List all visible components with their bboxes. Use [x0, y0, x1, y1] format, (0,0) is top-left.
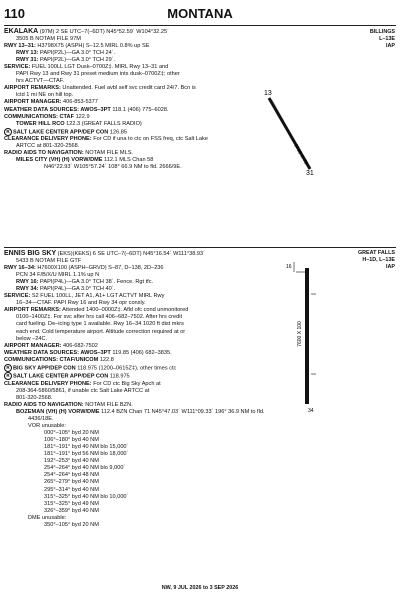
ekalaka-ref-iap: IAP	[386, 43, 395, 49]
ekalaka-line-label: WEATHER DATA SOURCES: AWOS–3PT	[4, 106, 111, 113]
ennis-line-label: RADIO AIDS TO NAVIGATION:	[4, 401, 84, 408]
ekalaka-line	[4, 128, 266, 137]
ennis-line	[4, 272, 266, 279]
ekalaka-line-label: RWY 13–31:	[4, 43, 36, 50]
ennis-line	[4, 423, 266, 430]
ennis-line	[4, 416, 266, 423]
ekalaka-line-label: RWY 13:	[16, 50, 39, 57]
ekalaka-line-label: CLEARANCE DELIVERY PHONE:	[4, 136, 92, 143]
ekalaka-line-text: PAPI Rwy 13 and Rwy 31 preset medium ints dusk–0700Z‡; other	[16, 71, 180, 78]
ennis-line-text: 315°–325° byd 40 NM blo 10,000´	[44, 493, 129, 500]
ennis-line-text: 192°–253° byd 40 NM	[44, 458, 99, 465]
ekalaka-line-label: MILES CITY (VH) (H) VORW/DME	[16, 157, 103, 164]
ennis-line	[4, 357, 266, 364]
ekalaka-line	[4, 107, 266, 114]
ennis-line-label: SALT LAKE CENTER APP/DEP CON	[13, 373, 109, 380]
ennis-line-text: VOR unusable:	[28, 423, 66, 430]
ekalaka-line-text: lctd 1 mi NE on hill top.	[16, 92, 74, 99]
ekalaka-line-text: 3505 B NOTAM FILE 97M	[16, 36, 81, 43]
ennis-line-text: 122.8	[98, 356, 114, 363]
ekalaka-line-label: AIRPORT REMARKS:	[4, 85, 61, 92]
ennis-line-label: RWY 34:	[16, 286, 39, 293]
ekalaka-line	[4, 157, 266, 164]
ekalaka-line	[4, 114, 266, 121]
ekalaka-line-text: ARTCC at 801-320-2568.	[16, 143, 80, 150]
ekalaka-rwy-dimensions: 3798 X 75	[292, 143, 309, 166]
ennis-line-label: RWY 16–34:	[4, 265, 36, 272]
ennis-line-text: 326°–359° byd 40 NM	[44, 507, 99, 514]
ekalaka-line-text: For CD if una to ctc on FSS freq, ctc Salt Lake	[91, 136, 208, 143]
ennis-line-text: 112.4 BZN Chan 71 N45°47.03´ W111°09.33´ 196° 36.9 NM to fld.	[99, 409, 265, 415]
ekalaka-line	[4, 28, 266, 36]
ennis-line	[4, 487, 266, 494]
ennis-line-label: AIRPORT REMARKS:	[4, 307, 61, 314]
ennis-line	[4, 472, 266, 479]
ennis-line-label: BOZEMAN (VH) (H) VORW/DME	[16, 409, 100, 415]
ekalaka-line-label: EKALAKA	[4, 28, 39, 35]
ekalaka-line-label: COMMUNICATIONS: CTAF	[4, 113, 75, 120]
ennis-line-text: (EKS)(KEKS) 6 SE UTC–7(–6DT) N45°16.54´ W111°38.93´	[56, 251, 205, 257]
ekalaka-line-text: 122.9	[74, 113, 90, 120]
ennis-line	[4, 409, 266, 416]
ennis-line	[4, 402, 266, 409]
ekalaka-line-text: Unattended. Fuel avbl self svc credit card 24/7. Bcn is	[60, 85, 196, 92]
ennis-line	[4, 321, 266, 328]
ennis-ref-chart: H–1D, L–13E	[362, 257, 395, 263]
ennis-line-text: PAPI(P4L)—GA 3.0° TCH 38´. Fence. Rgt tfc.	[38, 279, 154, 286]
ennis-line	[4, 479, 266, 486]
ennis-line	[4, 364, 266, 373]
ekalaka-line-text: 122.3 (GREAT FALLS RADIO)	[64, 120, 142, 127]
ekalaka-line-text: H3798X75 (ASPH) S–12.5 MIRL 0.8% up SE	[35, 43, 150, 50]
ennis-line-text: 4436/18E.	[28, 416, 54, 423]
ekalaka-line-text: 406-853-5377	[61, 99, 98, 106]
ennis-line-text: 254°–264° byd 40 NM blo 9,000´	[44, 465, 126, 472]
ekalaka-line	[4, 136, 266, 143]
ennis-line-text: 16–34—CTAF. PAPI Rwy 16 and Rwy 34 opr consly.	[16, 300, 146, 307]
ekalaka-line	[4, 92, 266, 99]
ennis-line-text: 118.975 (1200–0615Z‡), other times ctc	[75, 365, 177, 372]
radar-icon: R	[4, 128, 12, 136]
ekalaka-line	[4, 64, 266, 71]
ennis-line-text: PCN 34 F/B/X/U MIRL 1.1% up N	[16, 272, 100, 279]
ennis-line-label: COMMUNICATIONS: CTAF/UNICOM	[4, 356, 99, 363]
ennis-line-text: 119.85 (406) 682–3835.	[110, 349, 172, 356]
ekalaka-line-text: N46°22.93´ W105°57.24´ 108° 66.9 NM to fld. 2666/9E.	[44, 164, 182, 171]
ennis-line	[4, 465, 266, 472]
ennis-line-text: 350°–105° byd 20 NM	[44, 521, 99, 528]
ekalaka-line	[4, 164, 266, 171]
ennis-line	[4, 314, 266, 321]
header-divider	[4, 25, 396, 26]
state-title: MONTANA	[167, 6, 233, 21]
ekalaka-line-label: SERVICE:	[4, 64, 31, 71]
ennis-line-label: RWY 16:	[16, 279, 39, 286]
ennis-line-text: 406-682-7502	[61, 342, 98, 349]
ennis-entry	[4, 250, 266, 529]
ennis-line-text: 118.975	[108, 373, 130, 380]
ennis-line-text: 000°–105° byd 20 NM	[44, 430, 99, 437]
ennis-line	[4, 515, 266, 522]
ekalaka-line	[4, 121, 266, 128]
ennis-line	[4, 336, 266, 343]
ekalaka-line	[4, 57, 266, 64]
ennis-line-text: 181°–191° byd 56 NM blo 18,000´	[44, 451, 129, 458]
ennis-line	[4, 258, 266, 265]
ekalaka-line-text: 112.1 MLS Chan 58	[102, 157, 154, 164]
ekalaka-line	[4, 150, 266, 157]
ennis-rwy-end-34: 34	[308, 408, 314, 414]
ekalaka-line-label: TOWER HILL RCO	[16, 120, 65, 127]
ekalaka-line-text: (97M) 2 SE UTC–7(–6DT) N45°52.59´ W104°32.25´	[38, 29, 169, 35]
ekalaka-chart-refs	[370, 29, 395, 50]
ennis-line-text: H7600X100 (ASPH–GRVD) S–87, D–138, 2D–236	[35, 265, 164, 272]
ennis-line-label: CLEARANCE DELIVERY PHONE:	[4, 380, 92, 387]
ennis-line-text: card fueling. De–icing type 1 available. Rwy 16–34 1020 ft dist mkrs	[16, 321, 184, 328]
ennis-line	[4, 286, 266, 293]
ennis-line-label: ENNIS BIG SKY	[4, 250, 57, 257]
ennis-line	[4, 437, 266, 444]
ekalaka-rwy-end-13: 13	[264, 90, 272, 97]
ekalaka-line	[4, 50, 266, 57]
ennis-line-text: 208-364-5860/5861, if unable ctc Salt Lake ARTCC at	[16, 387, 150, 394]
ennis-line-text: each end. Cold temperature airport. Altitude correction required at or	[16, 328, 186, 335]
ekalaka-line-text: 126.85	[108, 129, 127, 136]
ennis-line	[4, 522, 266, 529]
ennis-airport-diagram	[280, 254, 330, 414]
ekalaka-line	[4, 71, 266, 78]
ennis-line	[4, 458, 266, 465]
ekalaka-line	[4, 78, 266, 85]
ekalaka-rwy-end-31: 31	[306, 170, 314, 175]
ennis-line	[4, 381, 266, 388]
ennis-chart-refs	[358, 250, 395, 271]
ennis-line-text: below –24C.	[16, 335, 48, 342]
ennis-line-text: Attended 1400–0000Z‡. Afld ofc cond unmonitored	[60, 307, 189, 314]
entry-divider	[4, 247, 396, 248]
ennis-line	[4, 508, 266, 515]
page-number: 110	[4, 6, 25, 21]
ekalaka-line-text: hrs ACTVT—CTAF.	[16, 78, 65, 85]
ennis-line	[4, 451, 266, 458]
ennis-line	[4, 501, 266, 508]
ennis-rwy-end-16: 16	[286, 264, 292, 270]
ekalaka-ref-center: BILLINGS	[369, 29, 395, 35]
ekalaka-line	[4, 43, 266, 50]
ennis-line-label: WEATHER DATA SOURCES: AWOS–3PT	[4, 349, 111, 356]
ekalaka-line	[4, 85, 266, 92]
ennis-line	[4, 307, 266, 314]
ennis-rwy-dimensions: 7600 X 100	[297, 321, 303, 347]
ekalaka-line-text: PAPI(P2L)—GA 3.0° TCH 24´.	[38, 50, 116, 57]
ekalaka-line-label: RWY 31:	[16, 57, 39, 64]
ennis-line	[4, 250, 266, 258]
ennis-line	[4, 372, 266, 381]
radar-icon: R	[4, 364, 12, 372]
ennis-line-text: 295°–314° byd 40 NM	[44, 486, 99, 493]
ennis-line	[4, 265, 266, 272]
ekalaka-line	[4, 99, 266, 106]
ekalaka-line-text: NOTAM FILE MLS.	[83, 150, 133, 157]
ennis-line	[4, 329, 266, 336]
ennis-line-text: DME unusable:	[28, 514, 67, 521]
ennis-line	[4, 444, 266, 451]
ekalaka-airport-diagram	[262, 85, 322, 175]
ennis-line-text: 106°–180° byd 40 NM	[44, 437, 99, 444]
ennis-line-text: 801-320-2568.	[16, 394, 53, 401]
ekalaka-line	[4, 36, 266, 43]
ennis-line-text: S2 FUEL 100LL, JET A1, A1+ LGT ACTVT MIRL Rwy	[30, 293, 165, 300]
ennis-line-text: 265°–279° byd 40 NM	[44, 479, 99, 486]
ekalaka-line-text: PAPI(P2L)—GA 3.0° TCH 29´.	[38, 57, 116, 64]
ekalaka-line-label: RADIO AIDS TO NAVIGATION:	[4, 150, 84, 157]
ekalaka-line-text: FUEL 100LL LGT Dusk–0700Z‡. MIRL Rwy 13–31 and	[30, 64, 169, 71]
ekalaka-line-label: SALT LAKE CENTER APP/DEP CON	[13, 129, 109, 136]
ennis-line-label: AIRPORT MANAGER:	[4, 342, 62, 349]
ennis-ref-center: GREAT FALLS	[357, 250, 395, 256]
ennis-line	[4, 300, 266, 307]
ekalaka-ref-chart: L–13E	[379, 36, 395, 42]
ekalaka-line	[4, 143, 266, 150]
ennis-ref-iap: IAP	[386, 264, 395, 270]
validity-footer: NW, 9 JUL 2026 to 3 SEP 2026	[161, 585, 239, 591]
ennis-line-text: 5433 B NOTAM FILE GTF	[16, 258, 82, 265]
ekalaka-line-text: 118.1 (406) 775–6028.	[110, 106, 169, 113]
ennis-line-text: 254°–264° byd 48 NM	[44, 472, 99, 479]
radar-icon: R	[4, 372, 12, 380]
ennis-line	[4, 395, 266, 402]
ennis-line	[4, 350, 266, 357]
ennis-line	[4, 343, 266, 350]
ennis-line-label: BIG SKY APP/DEP CON	[13, 365, 76, 372]
ennis-line	[4, 293, 266, 300]
ennis-line-text: PAPI(P4L)—GA 3.0° TCH 40´.	[38, 286, 116, 293]
ekalaka-entry	[4, 28, 266, 171]
ekalaka-line-label: AIRPORT MANAGER:	[4, 99, 62, 106]
ennis-line	[4, 279, 266, 286]
ennis-line-label: SERVICE:	[4, 293, 31, 300]
ennis-line	[4, 430, 266, 437]
ennis-line	[4, 494, 266, 501]
ennis-line-text: For CD ctc Big Sky Apch at	[91, 380, 161, 387]
ennis-line-text: NOTAM FILE BZN.	[83, 401, 133, 408]
ennis-line	[4, 388, 266, 395]
ennis-line-text: 0100–1400Z‡. For svc after hrs call 406–682–7502. After hrs credit	[16, 314, 183, 321]
ennis-line-text: 315°–325° byd 49 NM	[44, 500, 99, 507]
ennis-line-text: 181°–191° byd 40 NM blo 15,000´	[44, 444, 129, 451]
